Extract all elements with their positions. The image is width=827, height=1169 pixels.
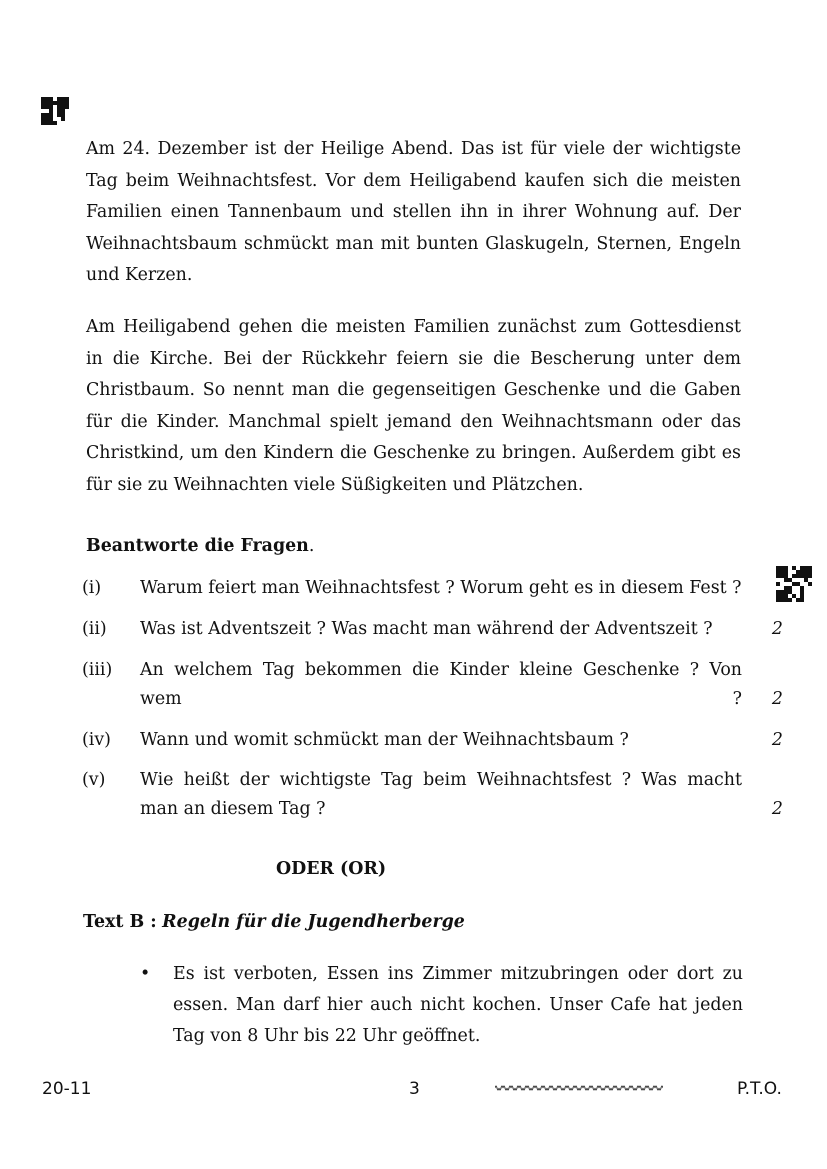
text-b-title: Regeln für die Jugendherberge bbox=[162, 912, 465, 932]
paper-code: 20-11 bbox=[42, 1079, 92, 1099]
question-text: Was ist Adventszeit ? Was macht man während der Adventszeit ? bbox=[140, 619, 713, 639]
text-b-label: Text B : bbox=[83, 912, 157, 932]
text-b-heading bbox=[83, 910, 465, 934]
question-number: (v) bbox=[82, 770, 106, 790]
questions-heading-text: Beantworte die Fragen bbox=[86, 536, 309, 556]
question-marks: 2 bbox=[771, 730, 783, 750]
question-number: (ii) bbox=[82, 619, 107, 639]
questions-heading bbox=[86, 534, 314, 558]
question-marks: 2 bbox=[771, 689, 783, 709]
question-text: An welchem Tag bekommen die Kinder kleine Geschenke ? Von wem ? bbox=[140, 660, 742, 709]
qr-code-icon bbox=[776, 566, 812, 602]
passage-paragraph: Am 24. Dezember ist der Heilige Abend. Das ist für viele der wichtigste Tag beim Weihnachtsfest. Vor dem Heiligabend kaufen sich die meisten Familien einen Tannenbaum und stellen ihn in ihrer Wohnung auf. Der Weihnachtsbaum schmückt man mit bunten Glaskugeln, Sternen, Engeln und Kerzen. bbox=[86, 139, 741, 285]
question-text: Warum feiert man Weihnachtsfest ? Worum geht es in diesem Fest ? bbox=[140, 578, 742, 598]
wavy-line-icon bbox=[495, 1083, 663, 1093]
question-text: Wie heißt der wichtigste Tag beim Weihnachtsfest ? Was macht man an diesem Tag ? bbox=[140, 770, 742, 819]
question-number: (iv) bbox=[82, 730, 111, 750]
question-number: (iii) bbox=[82, 660, 113, 680]
passage-paragraph: Am Heiligabend gehen die meisten Familien zunächst zum Gottesdienst in die Kirche. Bei der Rückkehr feiern sie die Bescherung unter dem Christbaum. So nennt man die gegenseitigen Geschenke und die Gaben für die Kinder. Manchmal spielt jemand den Weihnachtsmann oder das Christkind, um den Kindern die Geschenke zu bringen. Außerdem gibt es für sie zu Weihnachten viele Süßigkeiten und Plätzchen. bbox=[86, 317, 741, 495]
oder-heading: ODER (OR) bbox=[276, 859, 387, 879]
qr-code-icon bbox=[41, 97, 69, 125]
rule-text: Es ist verboten, Essen ins Zimmer mitzubringen oder dort zu essen. Man darf hier auch nicht kochen. Unser Cafe hat jeden Tag von 8 Uhr bis 22 Uhr geöffnet. bbox=[173, 964, 743, 1046]
question-marks: 2 bbox=[771, 619, 783, 639]
pto-label: P.T.O. bbox=[737, 1079, 782, 1099]
question-marks: 2 bbox=[771, 799, 783, 819]
questions-heading-punct: . bbox=[308, 536, 315, 556]
question-text: Wann und womit schmückt man der Weihnachtsbaum ? bbox=[140, 730, 629, 750]
bullet-marker: • bbox=[140, 964, 151, 984]
page-number: 3 bbox=[409, 1079, 420, 1099]
question-number: (i) bbox=[82, 578, 102, 598]
